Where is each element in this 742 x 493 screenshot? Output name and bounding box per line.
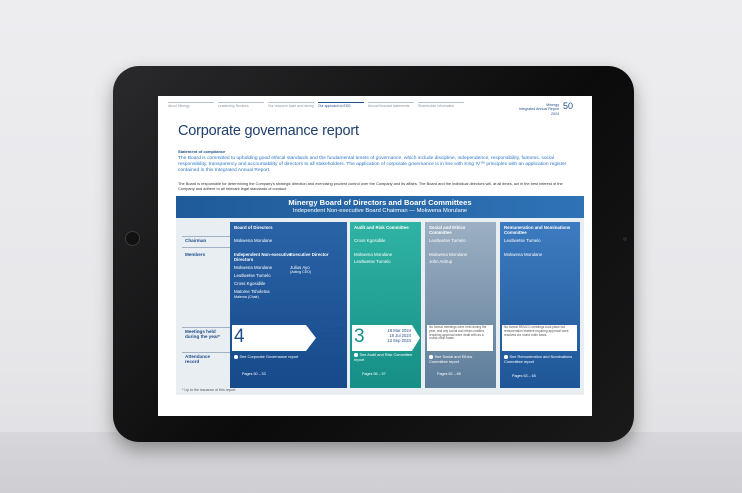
members-left-title: Independent Non-executive Directors: [234, 252, 292, 263]
brand-name: Minergy: [546, 103, 559, 107]
row-label-attendance: Attendance record: [185, 354, 211, 365]
governance-structure-panel: [176, 196, 584, 395]
board-of-directors-column: [230, 222, 347, 388]
meetings-count: 3: [354, 326, 365, 347]
tab-financial-statements[interactable]: Annual financial statements: [368, 102, 414, 114]
board-subtitle: Independent Non-executive Board Chairman — Mokwena Morulane: [292, 208, 468, 214]
tab-leadership[interactable]: Leadership Reviews: [218, 102, 264, 114]
member-name: Mokwena Morulane: [429, 252, 468, 257]
column-heading: Remuneration and Nominations Committee: [504, 225, 571, 236]
column-heading: Board of Directors: [234, 225, 273, 230]
column-heading: Audit and Risk Committee: [354, 225, 409, 230]
chairman-name: Mokwena Morulane: [234, 238, 273, 243]
chairman-name: Leutlwetse Tumelo: [504, 238, 541, 243]
statement-heading: Statement of compliance: [178, 149, 226, 154]
tab-shareholder-info[interactable]: Shareholder information: [418, 102, 464, 114]
member-name: Mokwena Morulane: [354, 252, 393, 257]
row-label-members: Members: [185, 252, 206, 257]
page-number: 50: [563, 101, 574, 111]
column-heading: Social and Ethics Committee: [429, 225, 466, 236]
pages-ref: Pages 62 – 66: [437, 372, 461, 376]
meeting-date: 18 Mar 2024: [387, 328, 411, 333]
member-name: Leutlwetse Tumelo: [354, 259, 391, 264]
see-report-link[interactable]: [354, 353, 414, 362]
chairman-name: Cross Kgosidiile: [354, 238, 386, 243]
see-report-label: See Social and Ethics Committee report: [429, 354, 473, 364]
see-report-link[interactable]: [234, 355, 342, 360]
see-report-label: See Audit and Risk Committee report: [354, 352, 413, 362]
tablet-screen: [158, 96, 592, 416]
home-button[interactable]: [125, 231, 140, 246]
row-divider: [182, 327, 230, 328]
member-name: Cross Kgosidiile: [234, 281, 266, 286]
row-divider: [182, 352, 230, 353]
meeting-dates: [270, 326, 344, 346]
page-title: Corporate governance report: [178, 123, 359, 139]
pages-ref: Pages 50 – 53: [242, 372, 266, 376]
section-nav: [168, 102, 538, 114]
meeting-date: 21 Sep 2023: [320, 326, 344, 331]
member-name: Leutlwetse Tumelo: [234, 273, 271, 278]
tab-esg[interactable]: Our approach to ESG: [318, 102, 364, 114]
member-name: John Astrup: [429, 259, 453, 264]
meeting-date: 18 Jul 2024: [389, 333, 411, 338]
intro-paragraph: The Board is responsible for determining the Company's strategic direction and exercising prudent control over the Company and its affairs. The Board and the individual directors will, at all times, act in the best interest of the Company and adhere to all relevant legal standards of conduct.: [178, 181, 563, 191]
see-report-link[interactable]: [504, 355, 574, 364]
board-banner: [176, 196, 584, 218]
row-divider: [182, 236, 230, 237]
meeting-date: 13 Sep 2024: [387, 338, 411, 343]
member-note: (Acting CEO): [290, 270, 312, 274]
statement-text: The Board is committed to upholding good ethical standards and the fundamental tenets of governance, which include discipline, independence, responsibility, fairness, social responsibility, transparency and accountability of directors to all stakeholders. The application of corporate governance is in line with King IV™ principles with an application register contained in this Integrated Annual Report.: [178, 156, 567, 173]
board-title: Minergy Board of Directors and Board Committees: [288, 198, 472, 207]
report-name: Integrated Annual Report 2024: [519, 107, 559, 116]
pages-ref: Pages 56 – 57: [362, 372, 386, 376]
footnote: * Up to the issuance of this report.: [182, 388, 237, 392]
tab-about[interactable]: About Minergy: [168, 102, 214, 114]
see-report-label: See Remuneration and Nominations Committee report: [504, 354, 573, 364]
row-divider: [182, 247, 230, 248]
see-report-label: See Corporate Governance report: [239, 354, 299, 359]
tab-resource-base[interactable]: Our resource base and mining: [268, 102, 314, 114]
members-right-title: Executive Director: [290, 252, 329, 257]
no-meetings-note: No formal REMCO meetings took place but remuneration matters requiring approval were resolved via round robin basis.: [502, 325, 577, 351]
row-label-chairman: Chairman: [185, 238, 207, 243]
audit-risk-committee-column: [350, 222, 421, 388]
no-meetings-note: No formal meetings were held during the year, and any social and ethics matters requiring approval were dealt with as a round-robin basis.: [427, 325, 493, 351]
social-ethics-committee-column: [425, 222, 496, 388]
member-name: Julius Ayo: [290, 265, 310, 270]
camera-icon: [623, 237, 627, 241]
meetings-count: 4: [234, 326, 245, 347]
member-name: Matome Tsholetsa: [234, 289, 270, 294]
pages-ref: Pages 63 – 65: [512, 374, 536, 378]
meeting-dates: [370, 328, 411, 343]
remuneration-nominations-committee-column: [500, 222, 580, 388]
brand-block: [511, 103, 559, 116]
link-icon: [234, 355, 238, 359]
meeting-date: 18 Jul 2024: [322, 336, 344, 341]
member-name: Malema (Chair): [234, 295, 259, 299]
meeting-date: 18 Mar 2024: [320, 331, 344, 336]
member-name: Mokwena Morulane: [234, 265, 273, 270]
meeting-date: 13 Sep 2024: [320, 341, 344, 346]
chairman-name: Leutlwetse Tumelo: [429, 238, 466, 243]
member-name: Mokwena Morulane: [504, 252, 543, 257]
see-report-link[interactable]: [429, 355, 491, 364]
row-label-meetings: Meetings held during the year*: [185, 329, 220, 340]
